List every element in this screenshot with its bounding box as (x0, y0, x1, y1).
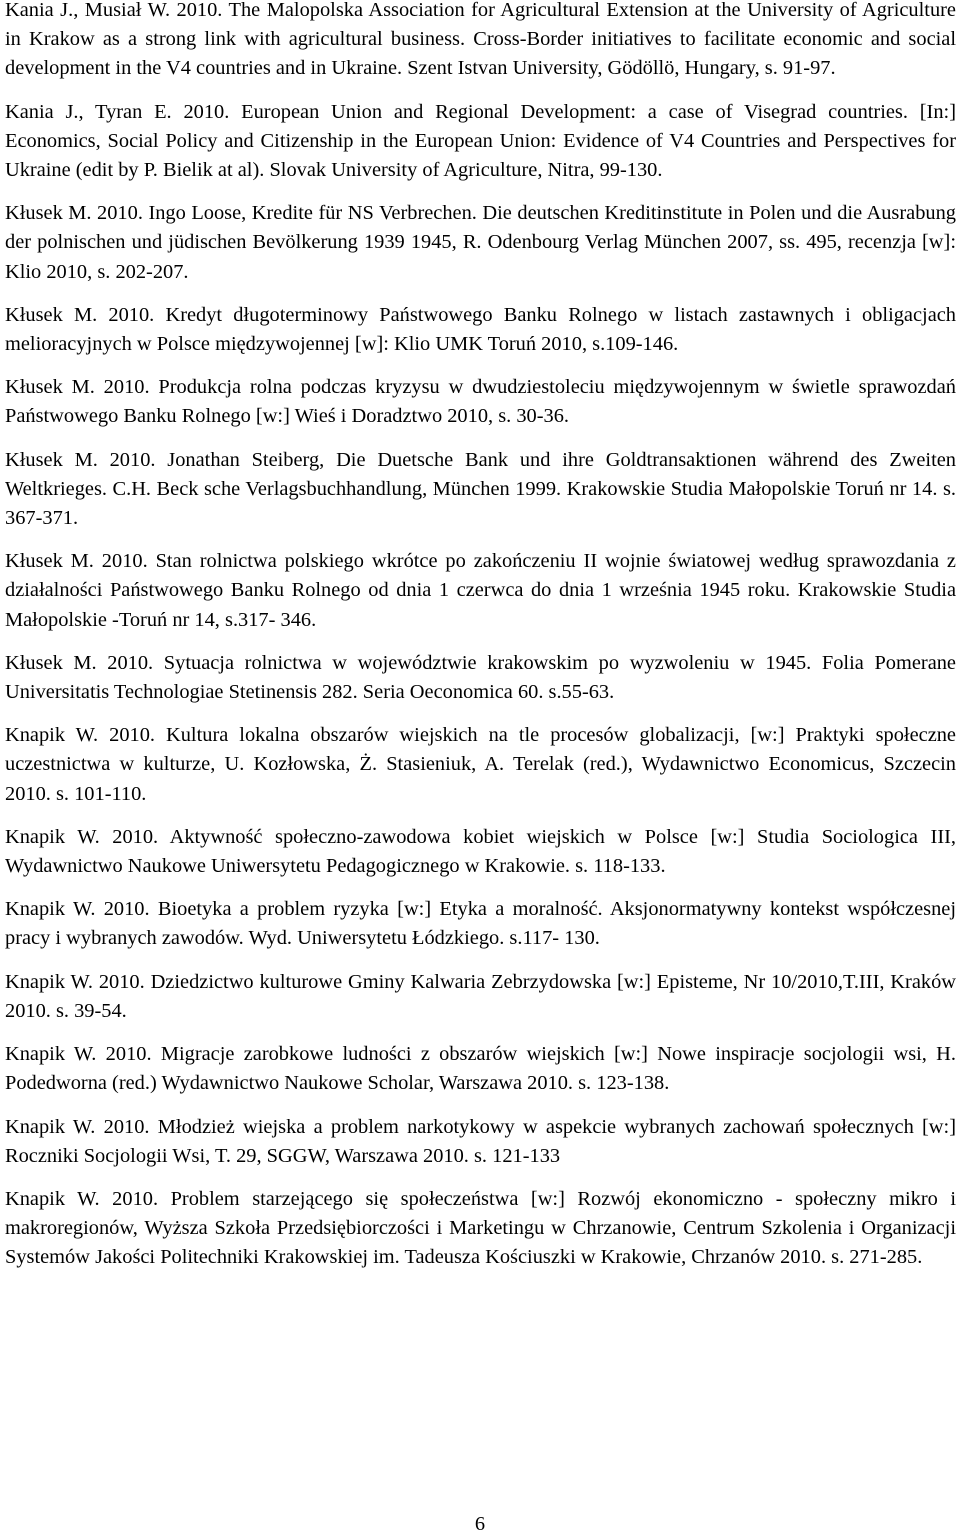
reference-entry: Kłusek M. 2010. Sytuacja rolnictwa w województwie krakowskim po wyzwoleniu w 1945. Folia Pomerane Universitatis Technologiae Stetinensis 282. Seria Oeconomica 60. s.55-63. (5, 651, 956, 704)
page-number: 6 (474, 1513, 486, 1535)
reference-entry: Kłusek M. 2010. Produkcja rolna podczas kryzysu w dwudziestoleciu międzywojennym w świetle sprawozdań Państwowego Banku Rolnego [w:] Wieś i Doradztwo 2010, s. 30-36. (5, 376, 956, 428)
reference-entry: Knapik W. 2010. Bioetyka a problem ryzyka [w:] Etyka a moralność. Aksjonormatywny kontekst współczesnej pracy i wybranych zawodów. Wyd. Uniwersytetu Łódzkiego. s.117- 130. (5, 898, 956, 950)
reference-list (5, 0, 956, 1287)
reference-entry: Kania J., Tyran E. 2010. European Union and Regional Development: a case of Visegrad countries. [In:] Economics, Social Policy and Citizenship in the European Union: Evidence of V4 Countries and Perspectives for Ukraine (edit by P. Bielik at al). Slovak University of Agriculture, Nitra, 99-130. (5, 100, 956, 182)
reference-entry: Kłusek M. 2010. Ingo Loose, Kredite für NS Verbrechen. Die deutschen Kreditinstitute in Polen und die Ausrabung der polnischen und jüdischen Bevölkerung 1939 1945, R. Odenbourg Verlag München 2007, ss. 495, recenzja [w]: Klio 2010, s. 202-207. (5, 202, 956, 283)
reference-entry: Knapik W. 2010. Migracje zarobkowe ludności z obszarów wiejskich [w:] Nowe inspiracje socjologii wsi, H. Podedworna (red.) Wydawnictwo Naukowe Scholar, Warszawa 2010. s. 123-138. (5, 1043, 956, 1095)
reference-entry: Kłusek M. 2010. Kredyt długoterminowy Państwowego Banku Rolnego w listach zastawnych i obligacjach melioracyjnych w Polsce międzywojennej [w]: Klio UMK Toruń 2010, s.109-146. (5, 303, 956, 356)
reference-entry: Kania J., Musiał W. 2010. The Malopolska Association for Agricultural Extension at the University of Agriculture in Krakow as a strong link with agricultural business. Cross-Border initiatives to facilitate economic and social development in the V4 countries and in Ukraine. Szent Istvan University, Gödöllö, Hungary, s. 91-97. (5, 0, 956, 80)
reference-entry: Knapik W. 2010. Aktywność społeczno-zawodowa kobiet wiejskich w Polsce [w:] Studia Sociologica III, Wydawnictwo Naukowe Uniwersytetu Pedagogicznego w Krakowie. s. 118-133. (5, 825, 956, 878)
reference-entry: Kłusek M. 2010. Stan rolnictwa polskiego wkrótce po zakończeniu II wojnie światowej według sprawozdania z działalności Państwowego Banku Rolnego od dnia 1 czerwca do dnia 1 września 1945 roku. Krakowskie Studia Małopolskie -Toruń nr 14, s.317- 346. (5, 550, 956, 631)
reference-entry: Knapik W. 2010. Młodzież wiejska a problem narkotykowy w aspekcie wybranych zachowań społecznych [w:] Roczniki Socjologii Wsi, T. 29, SGGW, Warszawa 2010. s. 121-133 (5, 1115, 956, 1167)
reference-entry: Knapik W. 2010. Kultura lokalna obszarów wiejskich na tle procesów globalizacji, [w:] Praktyki społeczne uczestnictwa w kulturze, U. Kozłowska, Ż. Stasieniuk, A. Terelak (red.), Wydawnictwo Economicus, Szczecin 2010. s. 101-110. (5, 724, 956, 805)
reference-entry: Kłusek M. 2010. Jonathan Steiberg, Die Duetsche Bank und ihre Goldtransaktionen während des Zweiten Weltkrieges. C.H. Beck sche Verlagsbuchhandlung, München 1999. Krakowskie Studia Małopolskie Toruń nr 14. s. 367-371. (5, 448, 956, 530)
reference-entry: Knapik W. 2010. Dziedzictwo kulturowe Gminy Kalwaria Zebrzydowska [w:] Episteme, Nr 10/2010,T.III, Kraków 2010. s. 39-54. (5, 970, 956, 1022)
reference-entry: Knapik W. 2010. Problem starzejącego się społeczeństwa [w:] Rozwój ekonomiczno - społeczny mikro i makroregionów, Wyższa Szkoła Przedsiębiorczości i Marketingu w Chrzanowie, Centrum Szkolenia i Organizacji Systemów Jakości Politechniki Krakowskiej im. Tadeusza Kościuszki w Krakowie, Chrzanów 2010. s. 271-285. (5, 1187, 956, 1269)
